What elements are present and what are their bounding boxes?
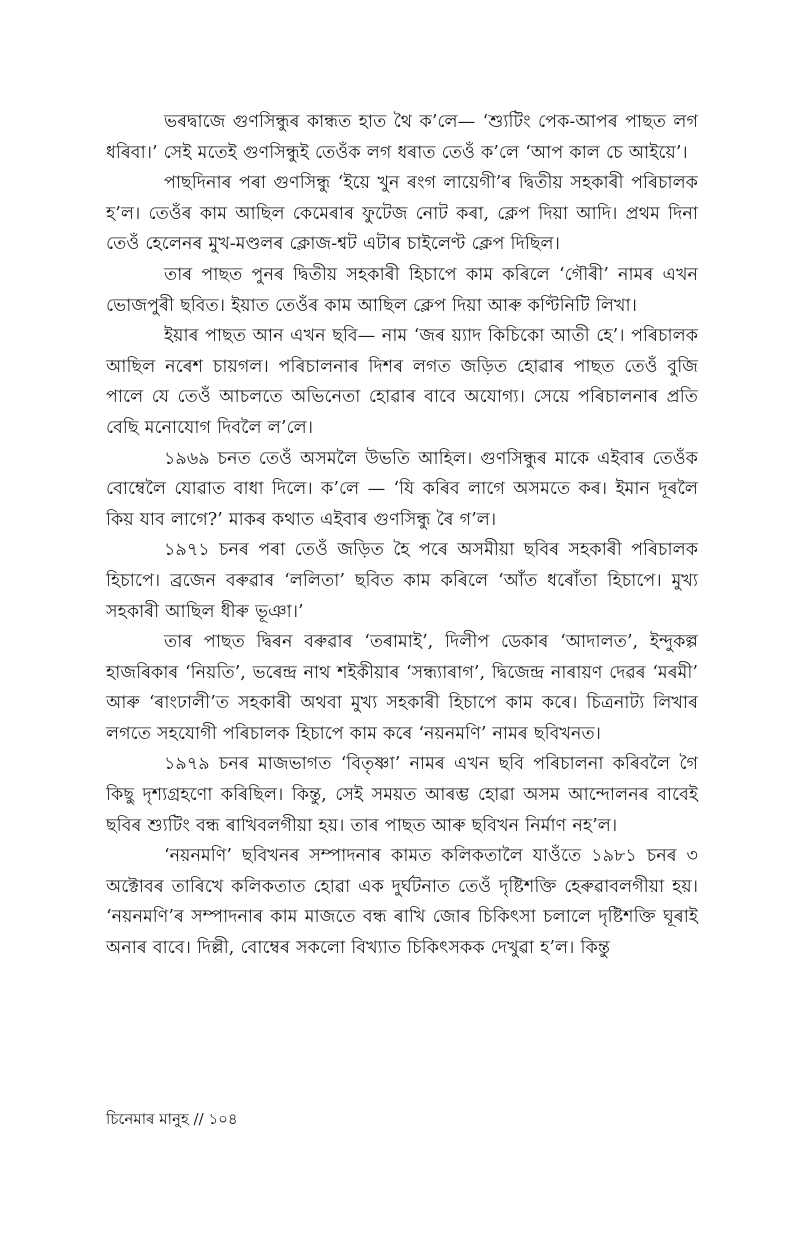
paragraph-6: ১৯৭১ চনৰ পৰা তেওঁ জড়িত হৈ পৰে অসমীয়া ছবিৰ সহকাৰী পৰিচালক হিচাপে। ব্ৰজেন বৰুৱাৰ ‘ললিতা’ ছবিত কাম কৰিলে ‘আঁত ধৰোঁতা হিচাপে। মুখ্য সহকাৰী আছিল ধীৰু ভূঞা।’ [106, 540, 698, 622]
paragraph-4: ইয়াৰ পাছত আন এখন ছবি— নাম ‘জৰ য়্যাদ কিচিকো আতী হে’। পৰিচালক আছিল নৰেশ চায়গল। পৰিচালনাৰ দিশৰ লগত জড়িত হোৱাৰ পাছত তেওঁ বুজি পালে যে তেওঁ আচলতে অভিনেতা হোৱাৰ বাবে অযোগ্য। সেয়ে পৰিচালনাৰ প্ৰতি বেছি মনোযোগ দিবলৈ ল’লে। [106, 326, 698, 438]
paragraph-8: ১৯৭৯ চনৰ মাজভাগত ‘বিতৃষ্ণা’ নামৰ এখন ছবি পৰিচালনা কৰিবলৈ গৈ কিছু দৃশ্যগ্ৰহণো কৰিছিল। কিন্তু, সেই সময়ত আৰম্ভ হোৱা অসম আন্দোলনৰ বাবেই ছবিৰ শ্যুটিং বন্ধ ৰাখিবলগীয়া হয়। তাৰ পাছত আৰু ছবিখন নিৰ্মাণ নহ’ল। [106, 754, 698, 836]
paragraph-5: ১৯৬৯ চনত তেওঁ অসমলৈ উভতি আহিল। গুণসিন্ধুৰ মাকে এইবাৰ তেওঁক বোম্বেলৈ যোৱাত বাধা দিলে। ক’লে — ‘যি কৰিব লাগে অসমতে কৰ। ইমান দূৰলৈ কিয় যাব লাগে?’ মাকৰ কথাত এইবাৰ গুণসিন্ধু ৰৈ গ’ল। [106, 448, 698, 530]
page-footer [106, 1108, 238, 1130]
paragraph-1: ভৰদ্বাজে গুণসিন্ধুৰ কান্ধত হাত থৈ ক’লে— ‘শ্যুটিং পেক-আপৰ পাছত লগ ধৰিবা।’ সেই মতেই গুণসিন্ধুই তেওঁক লগ ধৰাত তেওঁ ক’লে ‘আপ কাল চে আইয়ে’। [106, 112, 698, 163]
body-text [106, 107, 698, 964]
footer-separator: // [188, 1110, 209, 1128]
paragraph-7: তাৰ পাছত দ্বিৰন বৰুৱাৰ ‘তৰামাই’, দিলীপ ডেকাৰ ‘আদালত’, ইন্দুকল্প হাজৰিকাৰ ‘নিয়তি’, ভৰেন্দ্ৰ নাথ শইকীয়াৰ ‘সন্ধ্যাৰাগ’, দ্বিজেন্দ্ৰ নাৰায়ণ দেৱৰ ‘মৰমী’ আৰু ‘ৰাংঢালী’ত সহকাৰী অথবা মুখ্য সহকাৰী হিচাপে কাম কৰে। চিত্ৰনাট্য লিখাৰ লগতে সহযোগী পৰিচালক হিচাপে কাম কৰে ‘নয়নমণি’ নামৰ ছবিখনত। [106, 632, 698, 744]
paragraph-9: ‘নয়নমণি’ ছবিখনৰ সম্পাদনাৰ কামত কলিকতালৈ যাওঁতে ১৯৮১ চনৰ ৩ অক্টোবৰ তাৰিখে কলিকতাত হোৱা এক দুৰ্ঘটনাত তেওঁ দৃষ্টিশক্তি হেৰুৱাবলগীয়া হয়। ‘নয়নমণি’ৰ সম্পাদনাৰ কাম মাজতে বন্ধ ৰাখি জোৰ চিকিৎসা চলালে দৃষ্টিশক্তি ঘূৰাই অনাৰ বাবে। দিল্লী, বোম্বেৰ সকলো বিখ্যাত চিকিৎসকক দেখুৱা হ’ল। কিন্তু [106, 846, 698, 959]
running-title: চিনেমাৰ মানুহ [106, 1110, 189, 1128]
paragraph-2: পাছদিনাৰ পৰা গুণসিন্ধু ‘ইয়ে খুন ৰংগ লায়েগী’ৰ দ্বিতীয় সহকাৰী পৰিচালক হ’ল। তেওঁৰ কাম আছিল কেমেৰাৰ ফুটেজ নোট কৰা, ক্লেপ দিয়া আদি। প্ৰথম দিনা তেওঁ হেলেনৰ মুখ-মণ্ডলৰ ক্লোজ-শ্বট এটাৰ চাইলেণ্ট ক্লেপ দিছিল। [106, 173, 698, 255]
page-number: ১০৪ [208, 1110, 238, 1128]
paragraph-3: তাৰ পাছত পুনৰ দ্বিতীয় সহকাৰী হিচাপে কাম কৰিলে ‘গৌৰী’ নামৰ এখন ভোজপুৰী ছবিত। ইয়াত তেওঁৰ কাম আছিল ক্লেপ দিয়া আৰু কণ্টিনিটি লিখা। [106, 264, 698, 316]
